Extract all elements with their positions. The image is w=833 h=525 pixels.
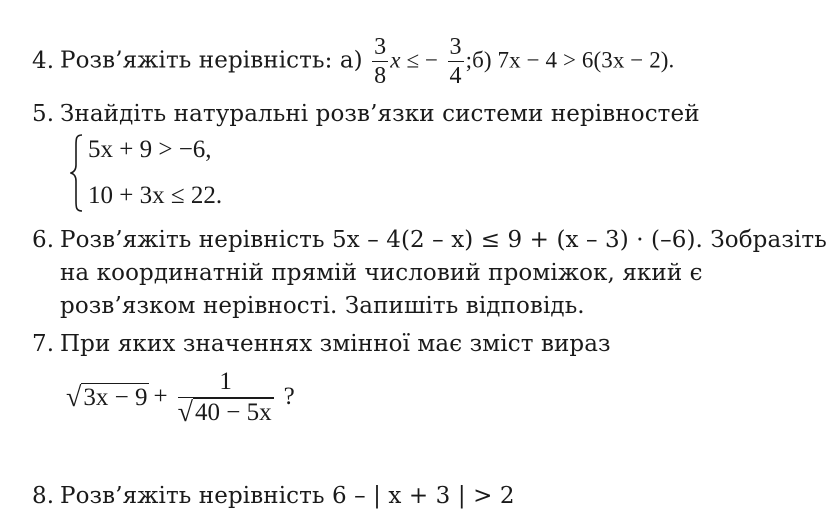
fraction-3-4 <box>448 34 464 89</box>
task-5-text: Знайдіть натуральні розв’язки системи нерівностей <box>60 101 700 127</box>
numerator: 1 <box>219 368 232 395</box>
task-5 <box>32 100 700 128</box>
task-number: 7. <box>32 331 55 357</box>
task-7 <box>32 330 611 358</box>
inequality-system <box>70 133 222 213</box>
fraction-1-over-root <box>178 367 274 427</box>
task-6-text-3: розв’язком нерівності. Запишіть відповідь. <box>60 293 585 319</box>
curly-brace-icon <box>70 133 84 213</box>
system-lines <box>84 133 222 213</box>
task-4 <box>32 34 674 89</box>
task-number: 8. <box>32 483 55 509</box>
variable-x: x <box>390 47 401 73</box>
radical-sign-icon: √ <box>177 397 193 428</box>
task-8-text: Розв’яжіть нерівність 6 – | x + 3 | > 2 <box>60 483 515 509</box>
fraction-bar <box>448 61 464 62</box>
numerator: 3 <box>374 34 387 60</box>
task-4-part-b: ;б) 7x − 4 > 6(3x − 2). <box>465 47 675 73</box>
fraction-3-8 <box>372 34 388 89</box>
system-line-1: 5x + 9 > −6, <box>88 136 212 163</box>
fraction-bar <box>372 61 388 62</box>
task-7-text: При яких значеннях змінної має зміст вираз <box>60 331 611 357</box>
denominator: 4 <box>449 63 462 89</box>
plus-sign: + <box>153 383 168 410</box>
task-6-line-1 <box>32 226 827 254</box>
radical-sign-icon: √ <box>66 381 82 413</box>
task-8 <box>32 482 515 510</box>
numerator: 3 <box>449 34 462 60</box>
system-line-2: 10 + 3x ≤ 22. <box>88 182 223 209</box>
task-6-line-3 <box>60 292 585 320</box>
square-root-1 <box>66 383 149 412</box>
task-number: 5. <box>32 101 55 127</box>
task-number: 4. <box>32 47 55 74</box>
relation: ≤ − <box>400 47 439 73</box>
radicand-2: 40 − 5x <box>194 399 272 426</box>
task-6-text-1: Розв’яжіть нерівність 5x – 4(2 – x) ≤ 9 + (x – 3) · (–6). Зобразіть <box>60 227 827 253</box>
radicand-1: 3x − 9 <box>83 383 148 411</box>
question-mark: ? <box>283 383 295 410</box>
radical-expression <box>66 361 295 433</box>
square-root-2 <box>178 398 274 427</box>
task-6-text-2: на координатній прямій числовий проміжок, який є <box>60 260 703 286</box>
task-number: 6. <box>32 227 55 253</box>
task-4-text: Розв’яжіть нерівність: а) <box>60 47 363 74</box>
task-6-line-2 <box>60 259 703 287</box>
denominator: 8 <box>374 63 387 89</box>
